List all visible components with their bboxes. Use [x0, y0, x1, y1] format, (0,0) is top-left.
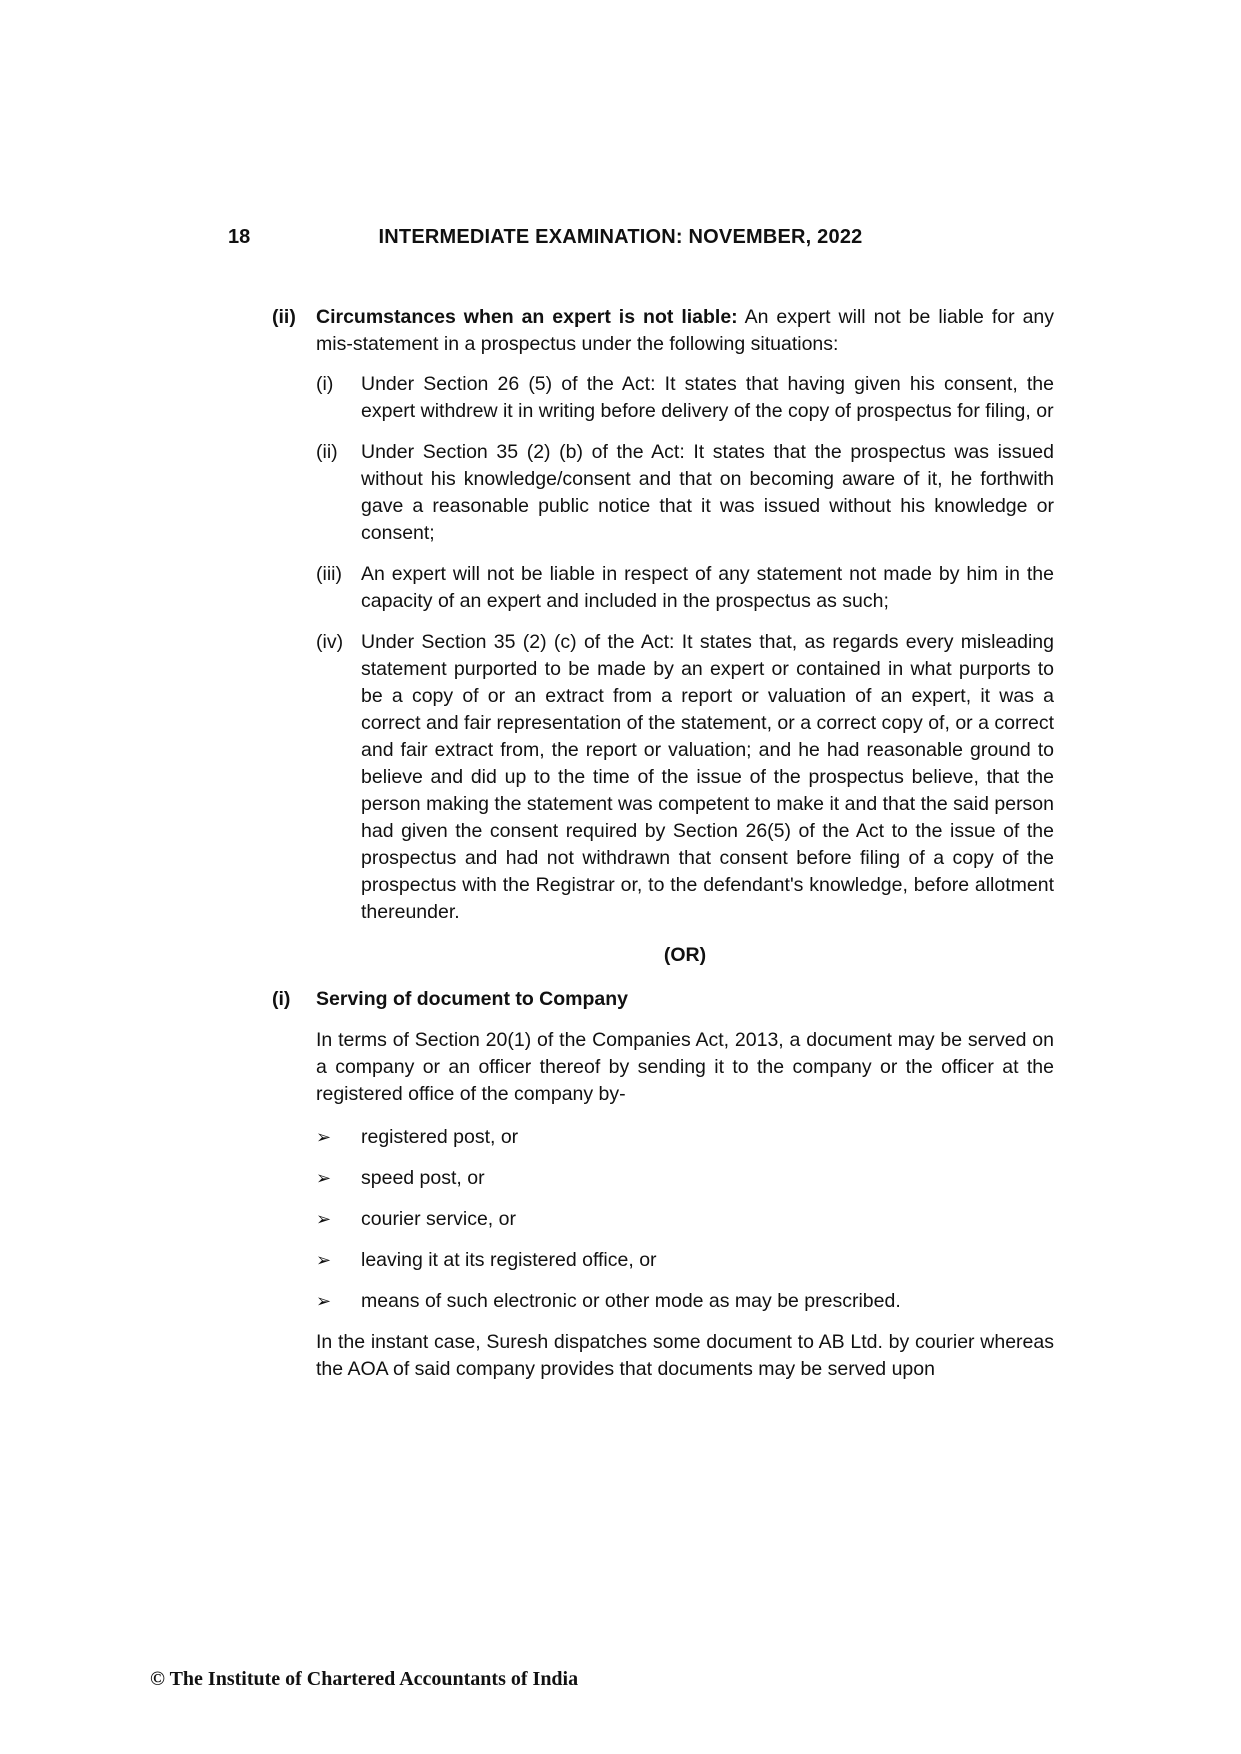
- section-i-heading: Serving of document to Company: [316, 988, 629, 1010]
- section-ii-heading: Circumstances when an expert is not liable:: [316, 306, 738, 328]
- arrow-bullet-icon: ➢: [316, 1291, 332, 1311]
- list-item: [316, 371, 1054, 425]
- arrow-bullet-icon: ➢: [316, 1250, 332, 1270]
- bullet-text: registered post, or: [361, 1126, 519, 1148]
- section-i-number: (i): [272, 988, 291, 1010]
- document-body: [272, 304, 1054, 1383]
- section-ii-list: [316, 371, 1054, 926]
- list-item-number: (ii): [316, 441, 338, 463]
- list-item-text: Under Section 35 (2) (b) of the Act: It states that the prospectus was issued without his knowledge/consent and that on becoming aware of it, he forthwith gave a reasonable public notice that it was issued without his knowledge or consent;: [361, 441, 1054, 544]
- list-item-number: (iii): [316, 563, 342, 585]
- bullet-text: means of such electronic or other mode as may be prescribed.: [361, 1290, 901, 1312]
- section-ii-intro-paragraph: [316, 304, 1054, 358]
- page-number: 18: [228, 226, 251, 248]
- page-header-title: INTERMEDIATE EXAMINATION: NOVEMBER, 2022: [378, 226, 863, 248]
- bullet-item: [316, 1288, 1054, 1315]
- list-item-number: (iv): [316, 631, 344, 653]
- list-item-text: Under Section 35 (2) (c) of the Act: It states that, as regards every misleading statement purported to be made by an expert or contained in what purports to be a copy of or an extract from a report or valuation of an expert, it was a correct and fair representation of the statement, or a correct copy of, or a correct and fair extract from, the report or valuation; and he had reasonable ground to believe and did up to the time of the issue of the prospectus believe, that the person making the statement was competent to make it and that the said person had given the consent required by Section 26(5) of the Act to the issue of the prospectus and had not withdrawn that consent before filing of a copy of the prospectus with the Registrar or, to the defendant's knowledge, before allotment thereunder.: [361, 631, 1054, 923]
- bullet-list: [316, 1124, 1054, 1315]
- list-item: [316, 439, 1054, 547]
- bullet-text: leaving it at its registered office, or: [361, 1249, 657, 1271]
- bullet-text: speed post, or: [361, 1167, 485, 1189]
- bullet-item: [316, 1165, 1054, 1192]
- section-i-paragraph-1: In terms of Section 20(1) of the Companies Act, 2013, a document may be served on a company or an officer thereof by sending it to the company or the officer at the registered office of the company by-: [316, 1029, 1054, 1105]
- section-ii-intro: An expert will not be liable for any mis-statement in a prospectus under the following situations:: [316, 306, 1055, 355]
- list-item: [316, 561, 1054, 615]
- list-item: [316, 629, 1054, 926]
- arrow-bullet-icon: ➢: [316, 1209, 332, 1229]
- footer-copyright: © The Institute of Chartered Accountants of India: [150, 1668, 579, 1690]
- section-i-paragraph-2: In the instant case, Suresh dispatches some document to AB Ltd. by courier whereas the AOA of said company provides that documents may be served upon: [316, 1331, 1054, 1380]
- arrow-bullet-icon: ➢: [316, 1168, 332, 1188]
- section-i: [272, 986, 1054, 1013]
- section-ii: [272, 304, 1054, 358]
- list-item-text: An expert will not be liable in respect of any statement not made by him in the capacity of an expert and included in the prospectus as such;: [361, 563, 1054, 612]
- bullet-item: [316, 1206, 1054, 1233]
- section-ii-number: (ii): [272, 306, 296, 328]
- bullet-text: courier service, or: [361, 1208, 516, 1230]
- list-item-number: (i): [316, 373, 334, 395]
- or-separator: (OR): [663, 944, 707, 966]
- arrow-bullet-icon: ➢: [316, 1127, 332, 1147]
- bullet-item: [316, 1247, 1054, 1274]
- bullet-item: [316, 1124, 1054, 1151]
- list-item-text: Under Section 26 (5) of the Act: It states that having given his consent, the expert withdrew it in writing before delivery of the copy of prospectus for filing, or: [361, 373, 1054, 422]
